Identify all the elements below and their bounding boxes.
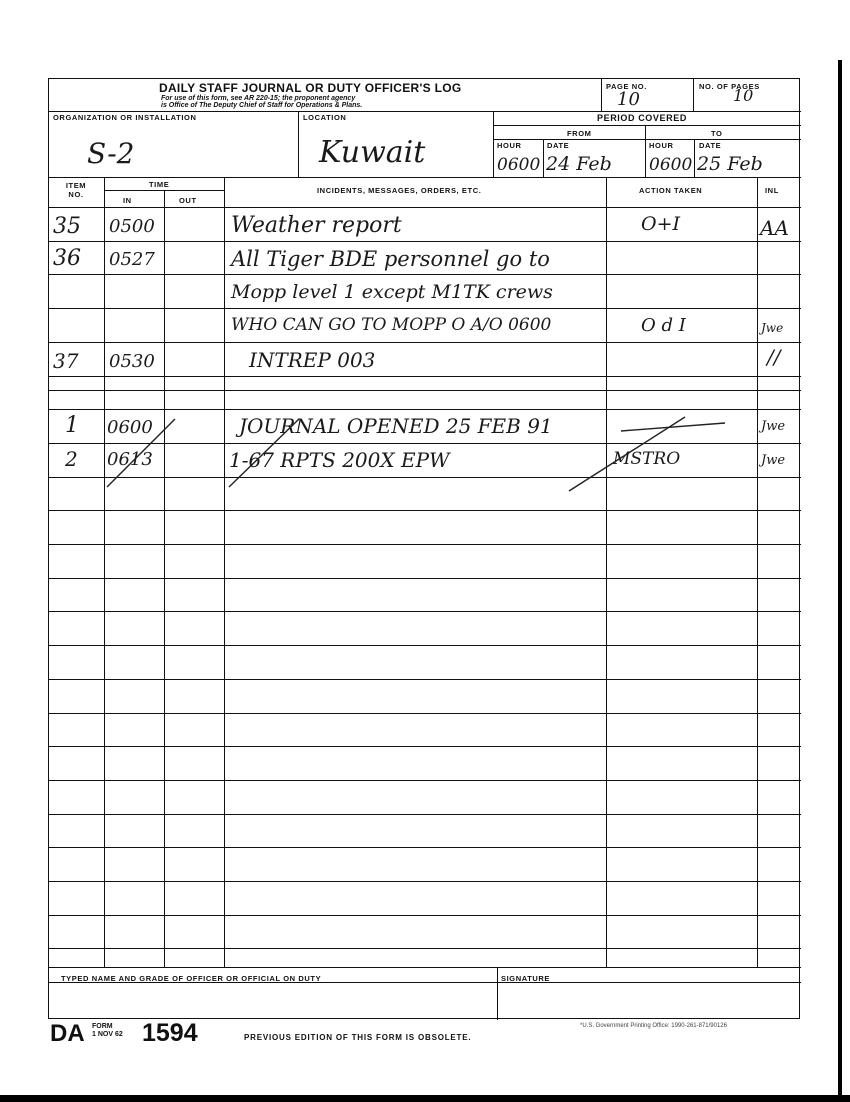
- org-value: S-2: [87, 137, 135, 170]
- page-no-label: PAGE NO.: [606, 82, 647, 91]
- from-date-label: DATE: [547, 141, 570, 150]
- entry-5-item: 37: [53, 349, 79, 373]
- strike-marks: [49, 79, 801, 1020]
- item-no-label: ITEM NO.: [65, 181, 87, 199]
- entry-7-text: 1-67 RPTS 200X EPW: [229, 448, 450, 472]
- location-label: LOCATION: [303, 113, 347, 122]
- entry-1-action: O+I: [641, 213, 681, 235]
- entry-5-inl: //: [767, 345, 781, 369]
- inl-label: INL: [765, 186, 779, 195]
- location-value: Kuwait: [319, 135, 426, 170]
- page-no-value: 10: [617, 89, 640, 110]
- form-da: DA: [50, 1020, 85, 1047]
- org-label: ORGANIZATION OR INSTALLATION: [53, 113, 197, 122]
- entry-5-text: INTREP 003: [249, 348, 376, 372]
- action-taken-label: ACTION TAKEN: [639, 186, 703, 195]
- from-label: FROM: [567, 129, 592, 138]
- entry-4-inl: Jwe: [761, 321, 784, 335]
- from-date-value: 24 Feb: [546, 153, 612, 175]
- entry-4-action: O d I: [641, 315, 686, 336]
- entry-1-text: Weather report: [231, 213, 402, 238]
- entry-2-item: 36: [53, 246, 81, 271]
- entry-5-time-in: 0530: [109, 351, 155, 372]
- entry-7-action: MSTRO: [613, 449, 681, 469]
- no-of-pages-label: NO. OF PAGES: [699, 82, 760, 91]
- to-date-value: 25 Feb: [697, 153, 763, 175]
- entry-6-text: JOURNAL OPENED 25 FEB 91: [239, 414, 553, 438]
- gpo-note: *U.S. Government Printing Office: 1990-261-871/90126: [580, 1023, 727, 1029]
- to-label: TO: [711, 129, 723, 138]
- previous-edition-note: PREVIOUS EDITION OF THIS FORM IS OBSOLETE.: [244, 1033, 472, 1042]
- from-hour-value: 0600: [497, 155, 541, 175]
- form-small-top: FORM: [92, 1023, 113, 1030]
- entry-7-time-in: 0613: [107, 449, 153, 470]
- to-hour-value: 0600: [649, 155, 693, 175]
- period-covered-label: PERIOD COVERED: [597, 113, 687, 123]
- staff-journal-form: [48, 78, 800, 1019]
- entry-1-time-in: 0500: [109, 216, 155, 237]
- entry-1-item: 35: [53, 214, 81, 239]
- from-hour-label: HOUR: [497, 141, 522, 150]
- entry-2-text: All Tiger BDE personnel go to: [231, 247, 550, 271]
- scan-edge-bottom: [0, 1095, 850, 1102]
- entry-1-inl: AA: [760, 216, 789, 240]
- to-date-label: DATE: [699, 141, 722, 150]
- form-small-bottom: 1 NOV 62: [92, 1031, 123, 1038]
- form-title: DAILY STAFF JOURNAL OR DUTY OFFICER'S LOG: [159, 81, 462, 95]
- incidents-label: INCIDENTS, MESSAGES, ORDERS, ETC.: [317, 186, 482, 195]
- typed-name-label: TYPED NAME AND GRADE OF OFFICER OR OFFICIAL ON DUTY: [61, 974, 322, 983]
- signature-label: SIGNATURE: [501, 974, 551, 983]
- entry-7-item: 2: [65, 447, 78, 471]
- time-in-label: IN: [123, 196, 132, 205]
- entry-6-time-in: 0600: [107, 417, 153, 438]
- entry-6-inl: Jwe: [761, 419, 786, 434]
- entry-3-text: Mopp level 1 except M1TK crews: [231, 281, 553, 303]
- form-subtitle-1: For use of this form, see AR 220-15; the proponent agency: [161, 95, 356, 102]
- entry-6-item: 1: [65, 413, 79, 438]
- form-small-labels: [92, 1023, 123, 1039]
- time-out-label: OUT: [179, 196, 197, 205]
- to-hour-label: HOUR: [649, 141, 674, 150]
- scan-edge-right: [838, 60, 842, 1095]
- no-of-pages-value: 10: [733, 86, 754, 105]
- entry-2-time-in: 0527: [109, 249, 155, 270]
- entry-7-inl: Jwe: [761, 453, 786, 468]
- time-label: TIME: [149, 180, 170, 189]
- form-subtitle-2: is Office of The Deputy Chief of Staff for Operations & Plans.: [161, 102, 363, 109]
- entry-4-text: WHO CAN GO TO MOPP O A/O 0600: [231, 315, 552, 335]
- form-number: 1594: [142, 1019, 198, 1047]
